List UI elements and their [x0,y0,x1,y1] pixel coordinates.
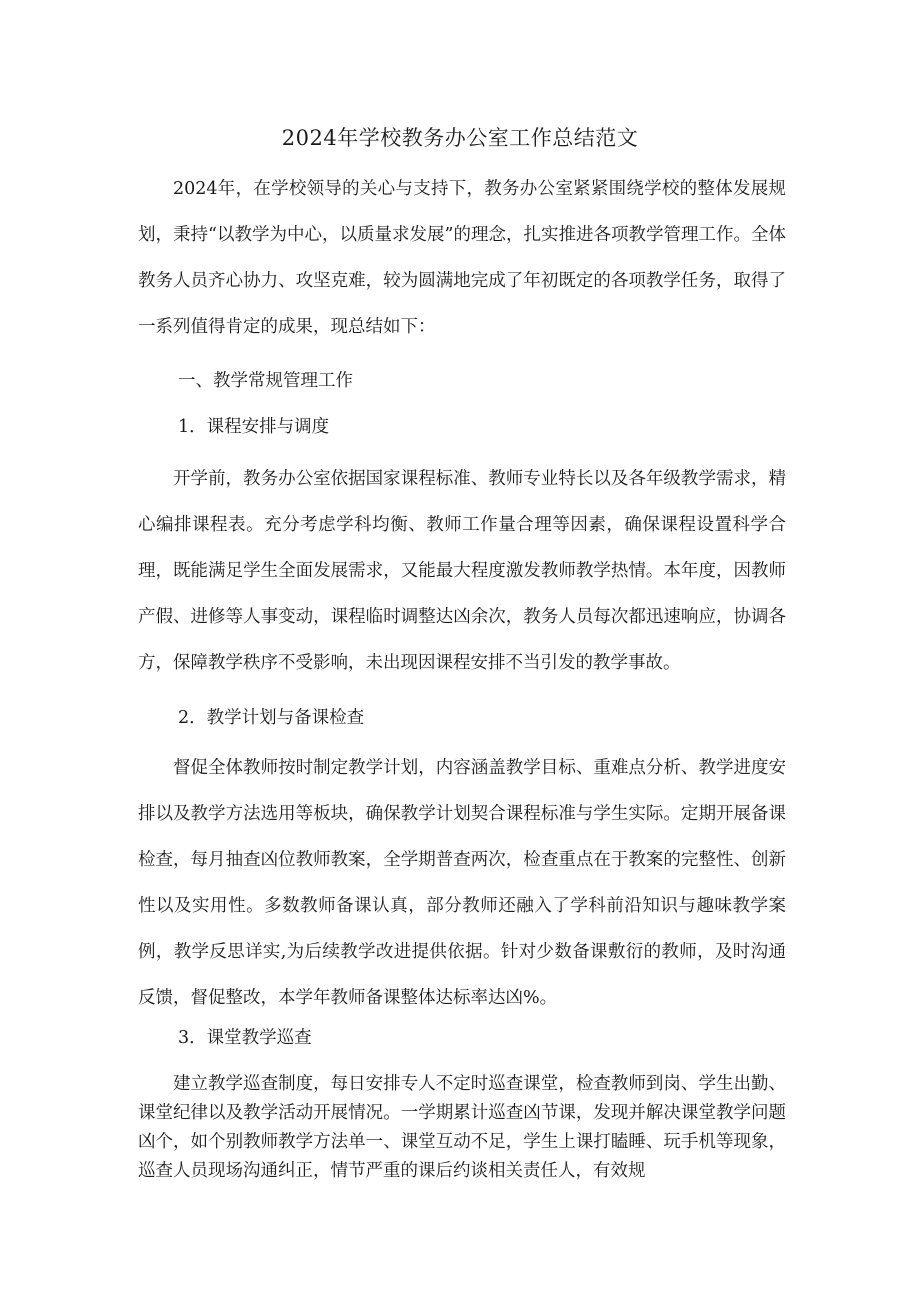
intro-paragraph: 2024年，在学校领导的关心与支持下，教务办公室紧紧围绕学校的整体发展规划，秉持“以教学为中心，以质量求发展”的理念，扎实推进各项教学管理工作。全体教务人员齐心协力、攻坚克难，较为圆满地完成了年初既定的各项教学任务，取得了一系列值得肯定的成果，现总结如下： [138,179,786,337]
document-title: 2024年学校教务办公室工作总结范文 [281,126,639,150]
subsection-heading-2: 2．教学计划与备课检查 [178,708,365,728]
subsection-3-paragraph: 建立教学巡查制度，每日安排专人不定时巡查课堂，检查教师到岗、学生出勤、课堂纪律以及教学活动开展情况。一学期累计巡查凶节课，发现并解决课堂教学问题凶个，如个别教师教学方法单一、课堂互动不足，学生上课打瞌睡、玩手机等现象，巡查人员现场沟通纠正，情节严重的课后约谈相关责任人，有效规 [138,1074,786,1181]
subsection-1-paragraph: 开学前，教务办公室依据国家课程标准、教师专业特长以及各年级教学需求，精心编排课程表。充分考虑学科均衡、教师工作量合理等因素，确保课程设置科学合理，既能满足学生全面发展需求，又能最大程度激发教师教学热情。本年度，因教师产假、进修等人事变动，课程临时调整达凶余次，教务人员每次都迅速响应，协调各方，保障教学秩序不受影响，未出现因课程安排不当引发的教学事故。 [138,469,786,673]
subsection-heading-1: 1．课程安排与调度 [178,417,330,437]
section-heading-1: 一、教学常规管理工作 [178,371,353,391]
subsection-heading-3: 3．课堂教学巡查 [178,1028,312,1048]
subsection-2-paragraph: 督促全体教师按时制定教学计划，内容涵盖教学目标、重难点分析、教学进度安排以及教学方法选用等板块，确保教学计划契合课程标准与学生实际。定期开展备课检查，每月抽查凶位教师教案，全学期普查两次，检查重点在于教案的完整性、创新性以及实用性。多数教师备课认真，部分教师还融入了学科前沿知识与趣味教学案例，教学反思详实,为后续教学改进提供依据。针对少数备课敷衍的教师，及时沟通反馈，督促整改，本学年教师备课整体达标率达凶%。 [138,758,786,1008]
